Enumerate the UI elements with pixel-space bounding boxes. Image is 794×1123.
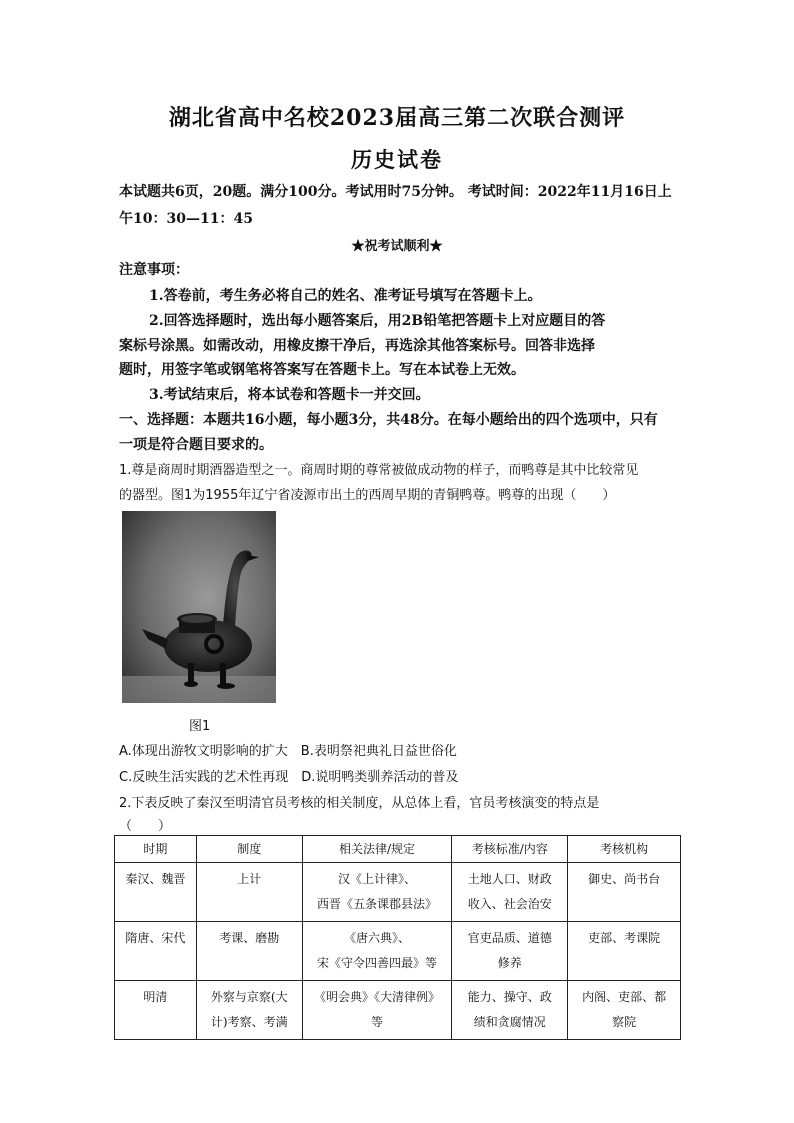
good-luck-line: ★祝考试顺利★	[351, 239, 443, 254]
organ-cell-line: 吏部、考课院	[588, 931, 661, 945]
bronze-duck-zun-photo	[122, 511, 276, 703]
standard-cell	[452, 922, 568, 981]
note-item-2-line-3: 题时，用签字笔或钢笔将答案写在答题卡上。写在本试卷上无效。	[119, 362, 525, 378]
law-cell-line: 汉《上计律》、	[338, 872, 417, 886]
exam-info-line-2: 午10：30—11：45	[119, 211, 253, 227]
system-cell-line: 外察与京察(大	[210, 990, 288, 1004]
organ-cell-line: 察院	[612, 1015, 637, 1029]
table-header-cell: 考核机构	[568, 836, 681, 863]
law-cell-line: 《明会典》《大清律例》	[314, 990, 441, 1004]
exam-info-line-1: 本试题共6页，20题。满分100分。考试用时75分钟。 考试时间：2022年11月16日上	[119, 184, 672, 200]
exam-subject: 历史试卷	[351, 147, 443, 172]
notes-heading: 注意事项：	[119, 262, 189, 278]
standard-cell-line: 收入、社会治安	[467, 897, 552, 911]
organ-cell	[568, 863, 681, 922]
table-row	[115, 981, 681, 1040]
question-2-stem-line-2: （ ）	[119, 819, 172, 834]
section-heading-line-2: 一项是符合题目要求的。	[119, 437, 273, 453]
standard-cell-line: 修养	[497, 956, 522, 970]
table-row	[115, 922, 681, 981]
system-cell-line: 计)考察、考满	[210, 1015, 288, 1029]
law-cell-line: 《唐六典》、	[344, 931, 411, 945]
system-cell: 上计	[196, 863, 302, 922]
exam-title: 湖北省高中名校2023届高三第二次联合测评	[168, 105, 626, 131]
law-cell-line: 等	[371, 1015, 384, 1029]
law-cell	[302, 863, 452, 922]
law-cell	[302, 981, 452, 1040]
organ-cell	[568, 922, 681, 981]
organ-cell-line: 御史、尚书台	[588, 872, 661, 886]
table-header-cell: 制度	[196, 836, 302, 863]
note-item-1: 1.答卷前，考生务必将自己的姓名、准考证号填写在答题卡上。	[149, 288, 542, 304]
official-assessment-table	[114, 835, 681, 1040]
standard-cell-line: 能力、操守、政	[467, 990, 552, 1004]
note-item-2-line-2: 案标号涂黑。如需改动，用橡皮擦干净后，再选涂其他答案标号。回答非选择	[119, 338, 595, 354]
table-row	[115, 863, 681, 922]
law-cell-line: 宋《守令四善四最》等	[317, 956, 438, 970]
note-item-2-line-1: 2.回答选择题时，选出每小题答案后，用2B铅笔把答题卡上对应题目的答	[149, 313, 606, 329]
question-1-options-line-2: C.反映生活实践的艺术性再现 D.说明鸭类驯养活动的普及	[119, 770, 459, 785]
question-1-stem-line-2: 的器型。图1为1955年辽宁省凌源市出土的西周早期的青铜鸭尊。鸭尊的出现（ ）	[119, 488, 616, 503]
standard-cell-line: 土地人口、财政	[467, 872, 552, 886]
figure-1-caption: 图1	[189, 719, 211, 734]
standard-cell	[452, 863, 568, 922]
standard-cell-line: 绩和贪腐情况	[473, 1015, 546, 1029]
section-heading-line-1: 一、选择题：本题共16小题，每小题3分，共48分。在每小题给出的四个选项中，只有	[119, 412, 658, 428]
table-header-row	[115, 836, 681, 863]
question-2-stem-line-1: 2.下表反映了秦汉至明清官员考核的相关制度，从总体上看，官员考核演变的特点是	[119, 796, 600, 811]
standard-cell-line: 官吏品质、道德	[467, 931, 552, 945]
system-cell	[196, 981, 302, 1040]
period-cell: 明清	[115, 981, 197, 1040]
note-item-3: 3.考试结束后，将本试卷和答题卡一并交回。	[149, 387, 430, 403]
table-header-cell: 考核标准/内容	[452, 836, 568, 863]
period-cell: 秦汉、魏晋	[115, 863, 197, 922]
table-header-cell: 时期	[115, 836, 197, 863]
table-header-cell: 相关法律/规定	[302, 836, 452, 863]
standard-cell	[452, 981, 568, 1040]
period-cell: 隋唐、宋代	[115, 922, 197, 981]
system-cell: 考课、磨勘	[196, 922, 302, 981]
question-1-stem-line-1: 1.尊是商周时期酒器造型之一。商周时期的尊常被做成动物的样子，而鸭尊是其中比较常见	[119, 463, 639, 478]
law-cell-line: 西晋《五条课郡县法》	[317, 897, 438, 911]
organ-cell-line: 内阁、吏部、都	[582, 990, 667, 1004]
organ-cell	[568, 981, 681, 1040]
question-1-options-line-1: A.体现出游牧文明影响的扩大 B.表明祭祀典礼日益世俗化	[119, 744, 457, 759]
law-cell	[302, 922, 452, 981]
